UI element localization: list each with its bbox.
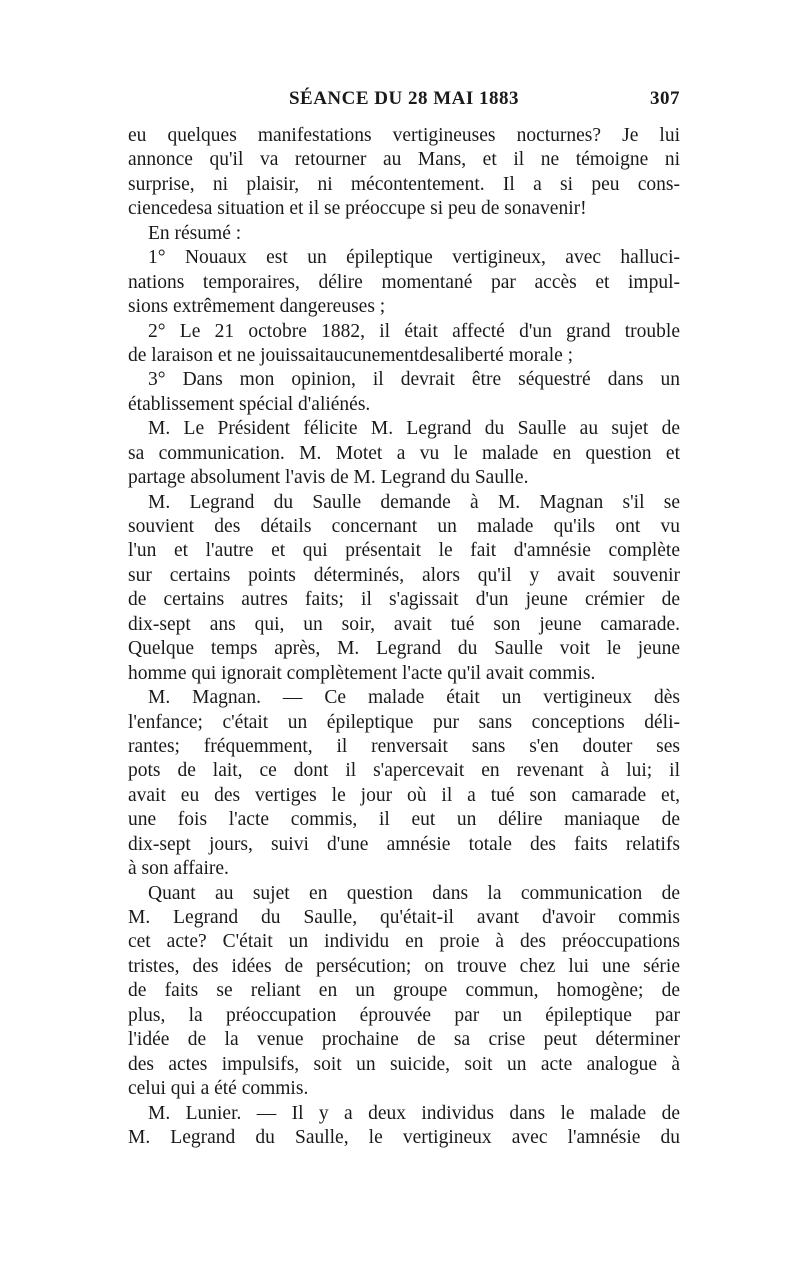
text-line: Quelque temps après, M. Legrand du Saulle voit le jeune bbox=[128, 638, 680, 660]
text-line: celui qui a été commis. bbox=[128, 1078, 309, 1100]
text-line: ciencedesa situation et il se préoccupe si peu de sonavenir! bbox=[128, 198, 587, 220]
page-number: 307 bbox=[650, 88, 680, 109]
text-line: de certains autres faits; il s'agissait d'un jeune crémier de bbox=[128, 589, 680, 611]
text-line: l'enfance; c'était un épileptique pur sans conceptions déli- bbox=[128, 711, 680, 733]
text-line: eu quelques manifestations vertigineuses nocturnes? Je lui bbox=[128, 125, 680, 146]
text-line: pots de lait, ce dont il s'apercevait en revenant à lui; il bbox=[128, 760, 680, 782]
text-line: 2° Le 21 octobre 1882, il était affecté d'un grand trouble bbox=[148, 320, 680, 342]
text-line: des actes impulsifs, soit un suicide, soit un acte analogue à bbox=[128, 1053, 680, 1075]
text-line: M. Legrand du Saulle, le vertigineux avec l'amnésie du bbox=[128, 1126, 680, 1148]
text-line: rantes; fréquemment, il renversait sans s'en douter ses bbox=[128, 735, 680, 757]
text-line: annonce qu'il va retourner au Mans, et il ne témoigne ni bbox=[128, 149, 680, 171]
text-line: sions extrêmement dangereuses ; bbox=[128, 296, 386, 318]
text-line: En résumé : bbox=[148, 222, 242, 244]
text-line: cet acte? C'était un individu en proie à des préoccupations bbox=[128, 931, 680, 953]
text-line: Quant au sujet en question dans la communication de bbox=[148, 882, 680, 904]
running-head bbox=[128, 88, 680, 118]
text-line: M. Magnan. — Ce malade était un vertigineux dès bbox=[148, 687, 680, 709]
text-line: surprise, ni plaisir, ni mécontentement. Il a si peu cons- bbox=[128, 173, 680, 195]
text-line: M. Lunier. — Il y a deux individus dans le malade de bbox=[148, 1102, 680, 1124]
text-line: dix-sept ans qui, un soir, avait tué son jeune camarade. bbox=[128, 613, 680, 635]
text-line: de faits se reliant en un groupe commun, homogène; de bbox=[128, 980, 680, 1002]
text-line: M. Le Président félicite M. Legrand du Saulle au sujet de bbox=[148, 418, 680, 440]
text-line: dix-sept jours, suivi d'une amnésie totale des faits relatifs bbox=[128, 833, 680, 855]
running-head-title: SÉANCE DU 28 MAI 1883 bbox=[288, 88, 520, 109]
text-line: plus, la préoccupation éprouvée par un épileptique par bbox=[128, 1004, 680, 1026]
body-text bbox=[128, 124, 680, 1150]
text-line: l'idée de la venue prochaine de sa crise peut déterminer bbox=[128, 1029, 680, 1051]
text-line: homme qui ignorait complètement l'acte qu'il avait commis. bbox=[128, 662, 596, 684]
text-line: 3° Dans mon opinion, il devrait être séquestré dans un bbox=[148, 369, 680, 391]
text-line: nations temporaires, délire momentané par accès et impul- bbox=[128, 271, 680, 293]
text-line: M. Legrand du Saulle demande à M. Magnan s'il se bbox=[148, 491, 680, 513]
text-line: sur certains points déterminés, alors qu'il y avait souvenir bbox=[128, 564, 680, 586]
text-line: 1° Nouaux est un épileptique vertigineux, avec halluci- bbox=[148, 247, 680, 269]
text-line: souvient des détails concernant un malade qu'ils ont vu bbox=[128, 516, 680, 537]
text-line: partage absolument l'avis de M. Legrand du Saulle. bbox=[128, 467, 529, 489]
text-line: tristes, des idées de persécution; on trouve chez lui une série bbox=[128, 955, 680, 977]
text-line: l'un et l'autre et qui présentait le fait d'amnésie complète bbox=[128, 540, 680, 562]
text-line: M. Legrand du Saulle, qu'était-il avant d'avoir commis bbox=[128, 907, 680, 928]
text-line: établissement spécial d'aliénés. bbox=[128, 393, 371, 415]
text-line: de laraison et ne jouissaitaucunementdesaliberté morale ; bbox=[128, 344, 574, 366]
text-line: une fois l'acte commis, il eut un délire maniaque de bbox=[128, 809, 680, 831]
text-line: à son affaire. bbox=[128, 858, 229, 880]
text-line: avait eu des vertiges le jour où il a tué son camarade et, bbox=[128, 784, 680, 806]
text-line: sa communication. M. Motet a vu le malade en question et bbox=[128, 442, 680, 464]
